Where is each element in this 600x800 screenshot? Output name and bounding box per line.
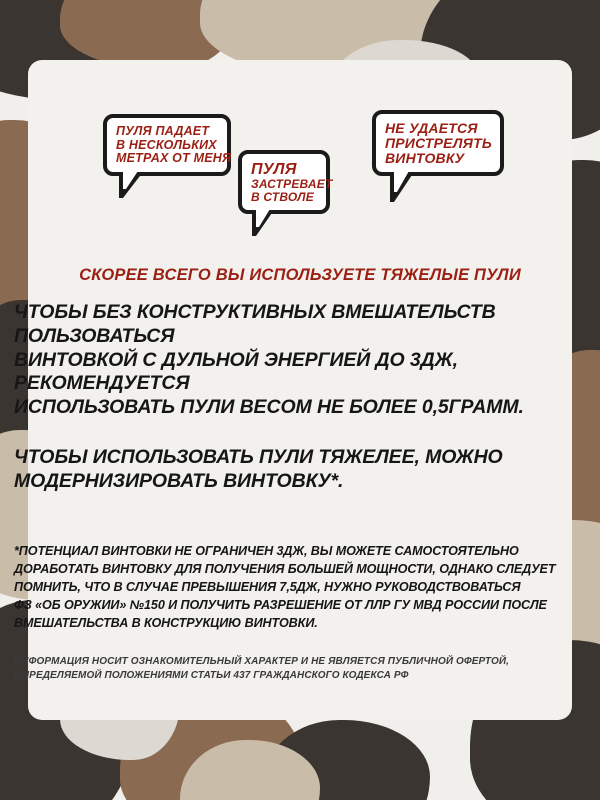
bubble-line: МЕТРАХ ОТ МЕНЯ: [116, 151, 232, 165]
footnote-line: ДОРАБОТАТЬ ВИНТОВКУ ДЛЯ ПОЛУЧЕНИЯ БОЛЬШЕЙ МОЩНОСТИ, ОДНАКО СЛЕДУЕТ: [14, 562, 556, 577]
disclaimer-line: ОПРЕДЕЛЯЕМОЙ ПОЛОЖЕНИЯМИ СТАТЬИ 437 ГРАЖДАНСКОГО КОДЕКСА РФ: [14, 670, 409, 682]
bubble-tail-inner-icon: [394, 171, 409, 192]
legal-disclaimer: [14, 655, 586, 684]
paragraph-line: ИСПОЛЬЗОВАТЬ ПУЛИ ВЕСОМ НЕ БОЛЕЕ 0,5ГРАММ.: [14, 396, 524, 419]
paragraph-line: ЧТОБЫ БЕЗ КОНСТРУКТИВНЫХ ВМЕШАТЕЛЬСТВ ПОЛЬЗОВАТЬСЯ: [14, 301, 496, 347]
headline: СКОРЕЕ ВСЕГО ВЫ ИСПОЛЬЗУЕТЕ ТЯЖЕЛЫЕ ПУЛИ: [79, 266, 521, 284]
body-content: [0, 266, 600, 684]
paragraph-line: ЧТОБЫ ИСПОЛЬЗОВАТЬ ПУЛИ ТЯЖЕЛЕЕ, МОЖНО: [14, 445, 503, 468]
paragraph-recommendation: [14, 301, 586, 420]
bubble-line: ВИНТОВКУ: [385, 150, 465, 167]
bubble-line: ПРИСТРЕЛЯТЬ: [385, 135, 492, 152]
paragraph-line: ВИНТОВКОЙ С ДУЛЬНОЙ ЭНЕРГИЕЙ ДО 3ДЖ, РЕКОМЕНДУЕТСЯ: [14, 348, 458, 395]
footnote-line: ФЗ «ОБ ОРУЖИИ» №150 И ПОЛУЧИТЬ РАЗРЕШЕНИЕ ОТ ЛЛР ГУ МВД РОССИИ ПОСЛЕ: [14, 598, 547, 613]
bubble-tail-inner-icon: [256, 209, 270, 227]
bubble-line: ПУЛЯ ПАДАЕТ: [116, 124, 210, 138]
speech-bubble-bullet-drops: [103, 114, 231, 176]
bubble-tail-inner-icon: [123, 171, 138, 189]
footnote-line: ВМЕШАТЕЛЬСТВА В КОНСТРУКЦИЮ ВИНТОВКИ.: [14, 615, 318, 630]
bubble-line: В СТВОЛЕ: [251, 190, 314, 205]
paragraph-upgrade: [14, 446, 586, 494]
speech-bubble-group: [0, 100, 600, 260]
footnote: [14, 543, 586, 632]
speech-bubble-cannot-zero: [372, 110, 504, 176]
bubble-line: В НЕСКОЛЬКИХ: [116, 137, 217, 152]
bubble-line: ПУЛЯ: [251, 161, 297, 178]
disclaimer-line: ИНФОРМАЦИЯ НОСИТ ОЗНАКОМИТЕЛЬНЫЙ ХАРАКТЕР И НЕ ЯВЛЯЕТСЯ ПУБЛИЧНОЙ ОФЕРТОЙ,: [14, 655, 510, 667]
bubble-line: ЗАСТРЕВАЕТ: [251, 177, 333, 192]
speech-bubble-bullet-stuck: [238, 150, 333, 214]
footnote-line: ПОМНИТЬ, ЧТО В СЛУЧАЕ ПРЕВЫШЕНИЯ 7,5ДЖ, НУЖНО РУКОВОДСТВОВАТЬСЯ: [14, 580, 521, 595]
bubble-line: НЕ УДАЕТСЯ: [385, 120, 478, 136]
footnote-line: *ПОТЕНЦИАЛ ВИНТОВКИ НЕ ОГРАНИЧЕН 3ДЖ, ВЫ МОЖЕТЕ САМОСТОЯТЕЛЬНО: [14, 544, 519, 559]
paragraph-line: МОДЕРНИЗИРОВАТЬ ВИНТОВКУ*.: [14, 469, 344, 492]
